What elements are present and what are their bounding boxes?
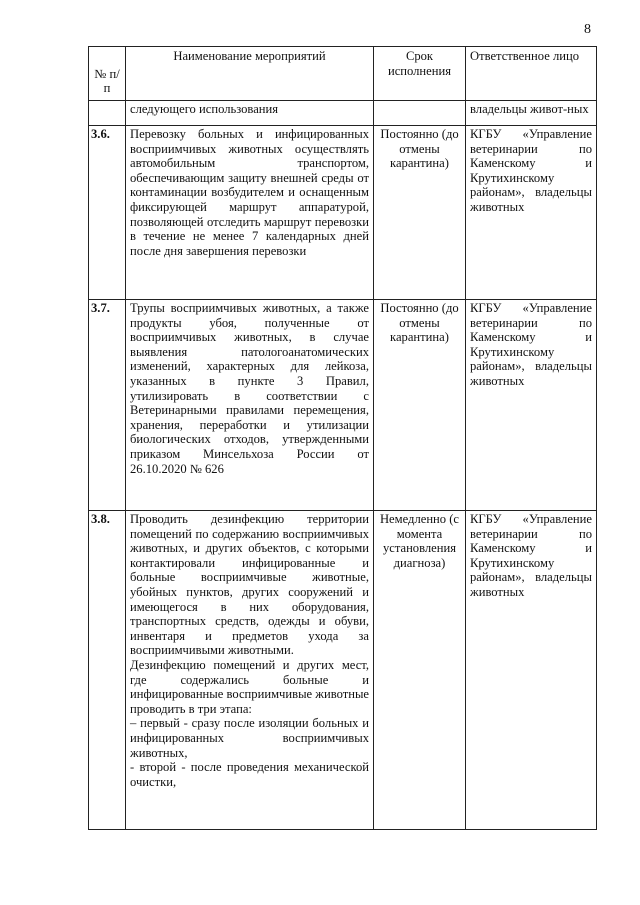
cell-term: Постоянно (до отмены карантина) (374, 300, 466, 511)
cell-num: 3.6. (89, 126, 126, 300)
table-row (89, 126, 597, 300)
name-paragraph: - второй - после проведения механической очистки, (130, 760, 369, 789)
header-num: № п/п (89, 47, 126, 101)
table-header-row (89, 47, 597, 101)
header-name: Наименование мероприятий (126, 47, 374, 101)
name-paragraph: Проводить дезинфекцию территории помещений по содержанию восприимчивых животных, и других объектов, с которыми контактировали инфицированные и больные восприимчивые животные, убойных пунктов, других сооружений и имеющегося в них оборудования, транспортных средств, одежды и обуви, инвентаря и предметов ухода за восприимчивыми животными. (130, 512, 369, 658)
measures-table (88, 46, 597, 830)
cell-term: Постоянно (до отмены карантина) (374, 126, 466, 300)
page-number: 8 (584, 22, 591, 37)
cell-name (126, 511, 374, 830)
header-term: Срок исполнения (374, 47, 466, 101)
cell-responsible: КГБУ «Управление ветеринарии по Каменскому и Крутихинскому районам», владельцы животных (466, 126, 597, 300)
cell-responsible: КГБУ «Управление ветеринарии по Каменскому и Крутихинскому районам», владельцы животных (466, 511, 597, 830)
cell-responsible: КГБУ «Управление ветеринарии по Каменскому и Крутихинскому районам», владельцы животных (466, 300, 597, 511)
cell-name (126, 126, 374, 300)
table-row (89, 511, 597, 830)
cell-responsible: владельцы живот-ных (466, 101, 597, 126)
name-paragraph: Дезинфекцию помещений и других мест, где содержались больные и инфицированные восприимчивые животные проводить в три этапа: (130, 657, 369, 716)
cell-term: Немедленно (с момента установления диагноза) (374, 511, 466, 830)
cell-num: 3.7. (89, 300, 126, 511)
name-paragraph: – первый - сразу после изоляции больных и инфицированных восприимчивых животных, (130, 716, 369, 760)
cell-name (126, 300, 374, 511)
table-row-continuation (89, 101, 597, 126)
table-row (89, 300, 597, 511)
cell-num (89, 101, 126, 126)
name-paragraph: Перевозку больных и инфицированных восприимчивых животных осуществлять автомобильным транспортом, обеспечивающим защиту внешней среды от контаминации возбудителем и оснащенным фиксирующей маршрут аппаратурой, позволяющей отследить маршрут перевозки в течение не менее 7 календарных дней после дня завершения перевозки (130, 127, 369, 258)
name-paragraph: Трупы восприимчивых животных, а также продукты убоя, полученные от восприимчивых животных, в случае выявления патологоанатомических изменений, характерных для лейкоза, указанных в пункте 3 Правил, утилизировать в соответствии с Ветеринарными правилами перемещения, хранения, переработки и утилизации биологических отходов, утвержденными приказом Минсельхоза России от 26.10.2020 № 626 (130, 301, 369, 476)
cell-term (374, 101, 466, 126)
cell-name: следующего использования (126, 101, 374, 126)
header-responsible: Ответственное лицо (466, 47, 597, 101)
cell-num: 3.8. (89, 511, 126, 830)
